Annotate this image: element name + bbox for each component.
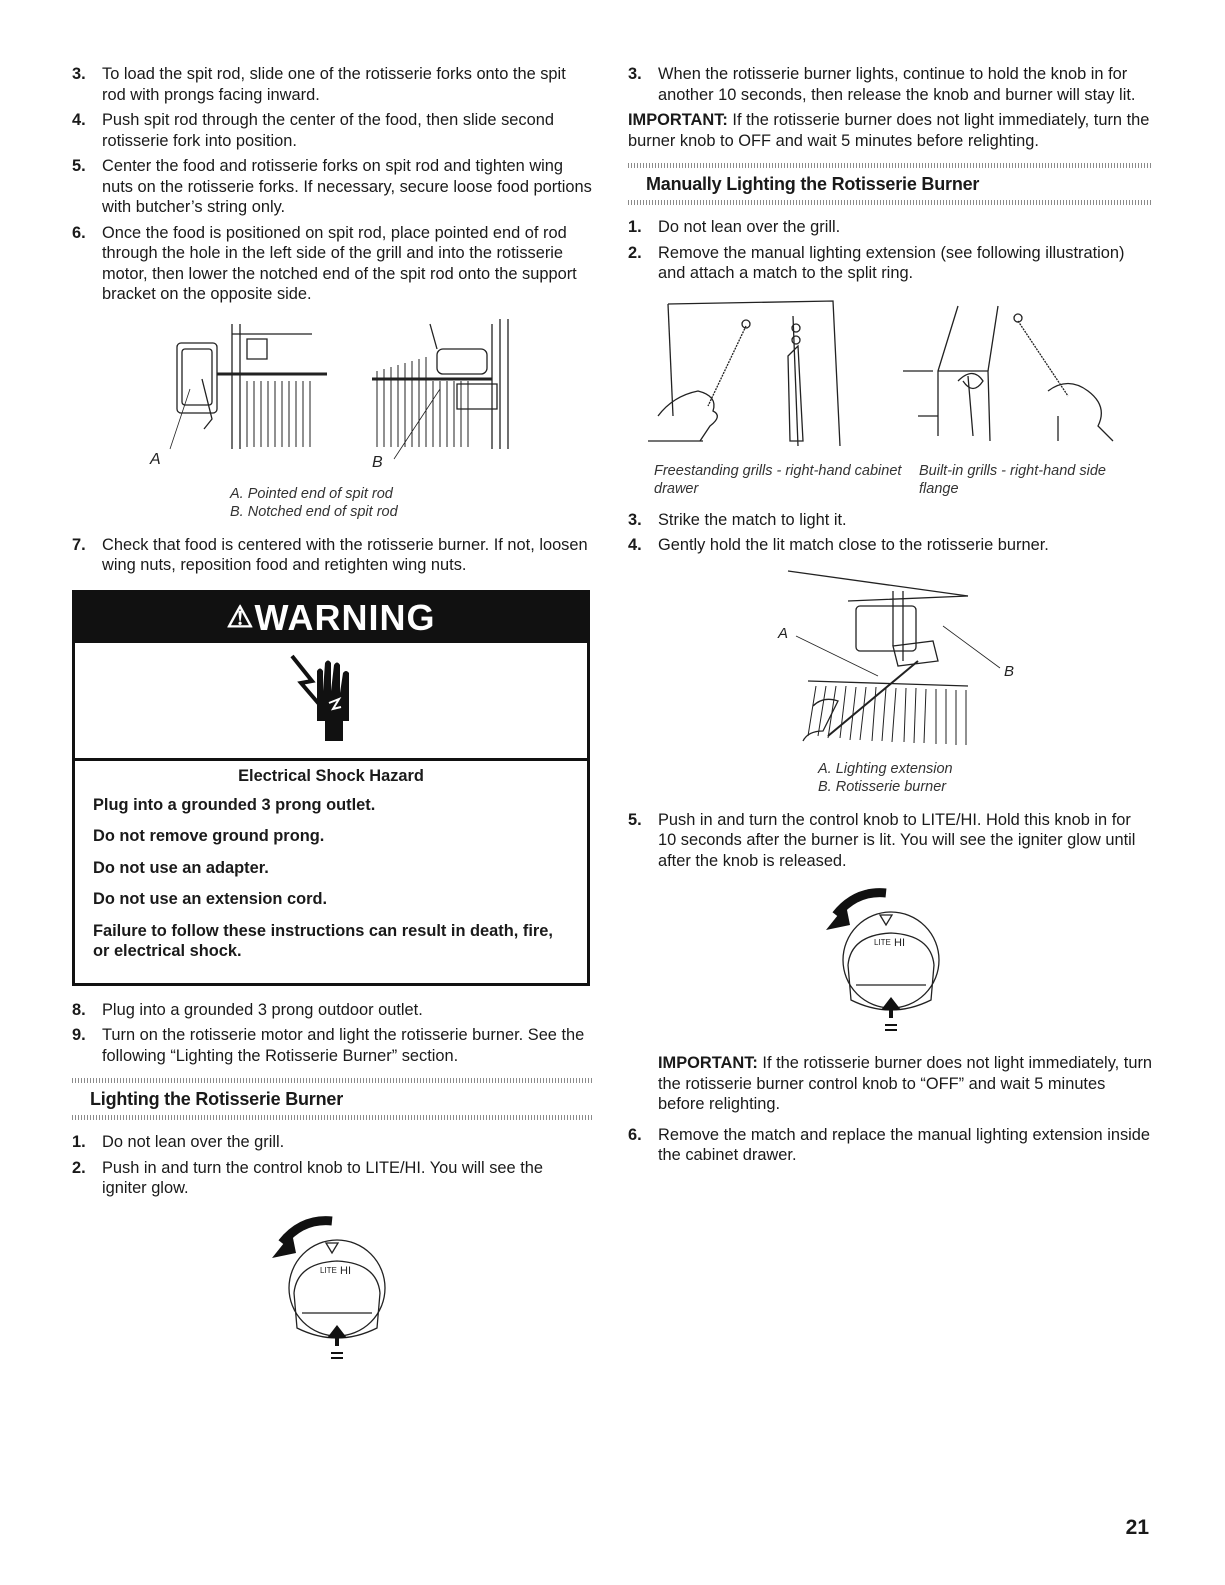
step-text: Remove the match and replace the manual lighting extension inside the cabinet drawer.: [658, 1125, 1151, 1164]
label-b: B: [372, 453, 383, 471]
arrow-up-icon: [881, 997, 901, 1010]
step-item: [72, 110, 592, 151]
knob-lite-label: LITE: [320, 1265, 337, 1275]
caption-b: B. Notched end of spit rod: [230, 503, 398, 520]
step-number: 5.: [72, 157, 86, 175]
step-5-right: [628, 810, 1153, 872]
spit-rod-captions: [72, 485, 592, 521]
step-item: [628, 243, 1153, 284]
label-a: A: [778, 624, 789, 642]
step-number: 3.: [72, 65, 86, 83]
caption-builtin: Built-in grills - right-hand side flange: [919, 462, 1106, 497]
step-item: [628, 535, 1153, 556]
warning-title-bar: [75, 593, 587, 643]
step-item: [628, 810, 1153, 872]
caption-a: A. Pointed end of spit rod: [230, 485, 393, 502]
step-item: [72, 535, 592, 576]
step-text: Gently hold the lit match close to the rotisserie burner.: [658, 536, 1049, 554]
step-text: Push spit rod through the center of the food, then slide second rotisserie fork into position.: [102, 111, 554, 150]
control-knob-illustration: [816, 885, 956, 1045]
steps-8-9: [72, 1000, 592, 1067]
electric-shock-hand-icon: [287, 651, 367, 751]
manual-figure-captions: [628, 462, 1153, 498]
warning-box: [72, 590, 590, 986]
lighting-extension-captions: [628, 760, 1153, 796]
step-text: Do not lean over the grill.: [658, 218, 841, 236]
lighting-extension-illustration: [768, 566, 1018, 756]
left-column: [72, 64, 592, 1373]
step-number: 3.: [628, 510, 642, 529]
knob-figure-left: [72, 1213, 592, 1373]
step-number: 1.: [72, 1133, 86, 1151]
hatch-divider: [628, 163, 1153, 168]
step-text: Plug into a grounded 3 prong outdoor outlet.: [102, 1000, 423, 1019]
step-text: Push in and turn the control knob to LITE/HI. You will see the igniter glow.: [102, 1158, 543, 1197]
hatch-divider: [72, 1078, 592, 1083]
knob-lite-label: LITE: [874, 938, 891, 947]
warning-line: Do not use an adapter.: [93, 858, 269, 877]
important-note-1: IMPORTANT: If the rotisserie burner does not light immediately, turn the burner knob to OFF and wait 5 minutes before relighting.: [628, 111, 1150, 150]
steps-1-2-right: [628, 217, 1153, 284]
section-lighting: [72, 1078, 592, 1120]
step-number: 6.: [628, 1125, 642, 1144]
warning-line: Failure to follow these instructions can result in death, fire, or electrical shock.: [93, 921, 553, 960]
step-number: 1.: [628, 218, 642, 236]
control-knob-illustration: [262, 1213, 402, 1373]
knob-hi-label: HI: [894, 937, 905, 949]
warning-body: [75, 761, 587, 983]
step-text: Check that food is centered with the rotisserie burner. If not, loosen wing nuts, reposition food and retighten wing nuts.: [102, 535, 588, 574]
knob-hi-label: HI: [340, 1264, 351, 1277]
manual-lighting-extension-illustration: [628, 296, 1153, 456]
caption-b: B. Rotisserie burner: [818, 778, 947, 795]
section-title: Manually Lighting the Rotisserie Burner: [646, 174, 980, 194]
step-item: [628, 64, 1153, 105]
warning-title: WARNING: [254, 596, 436, 638]
step-number: 2.: [72, 1158, 86, 1177]
step-number: 3.: [628, 65, 642, 83]
spit-rod-illustration: [72, 319, 592, 479]
page-number: 21: [1125, 1516, 1149, 1539]
step-number: 8.: [72, 1000, 86, 1019]
caption-freestanding: Freestanding grills - right-hand cabinet drawer: [654, 462, 902, 497]
label-b: B: [1004, 662, 1015, 680]
step-number: 6.: [72, 223, 86, 242]
section-title: Lighting the Rotisserie Burner: [90, 1089, 344, 1109]
step-text: To load the spit rod, slide one of the rotisserie forks onto the spit rod with prongs facing inward.: [102, 65, 566, 104]
step-number: 2.: [628, 243, 642, 262]
shock-hazard-icon-box: [75, 643, 587, 761]
steps-3-4-right: [628, 510, 1153, 556]
step-item: [72, 223, 592, 305]
step-text: Remove the manual lighting extension (see following illustration) and attach a match to the split ring.: [658, 243, 1125, 282]
step-number: 7.: [72, 535, 86, 554]
lighting-extension-figure: [628, 566, 1153, 756]
hazard-title: Electrical Shock Hazard: [238, 766, 424, 785]
spit-rod-figure: [72, 319, 592, 479]
step-6-right: [628, 1125, 1153, 1166]
warning-line: Do not remove ground prong.: [93, 827, 325, 845]
step-7: [72, 535, 592, 576]
step-number: 4.: [72, 111, 86, 129]
step-text: Center the food and rotisserie forks on spit rod and tighten wing nuts on the rotisserie forks. If necessary, secure loose food portions with butcher’s string only.: [102, 157, 592, 216]
warning-line: Plug into a grounded 3 prong outlet.: [93, 795, 376, 814]
step-number: 9.: [72, 1026, 86, 1044]
warning-triangle-icon: ⚠: [226, 600, 255, 634]
step-item: [72, 1000, 592, 1021]
right-column: [628, 64, 1153, 1171]
arrow-up-icon: [327, 1325, 347, 1338]
important-note-2: IMPORTANT: If the rotisserie burner does not light immediately, turn the rotisserie burner control knob to “OFF” and wait 5 minutes before relighting.: [658, 1054, 1153, 1113]
warning-line: Do not use an extension cord.: [93, 890, 328, 908]
step-item: [72, 1025, 592, 1066]
step-number: 5.: [628, 810, 642, 829]
steps-1-2: [72, 1132, 592, 1199]
manual-lighting-figure: [628, 296, 1153, 456]
step-3-right: [628, 64, 1153, 105]
step-item: [628, 217, 1153, 238]
step-text: Strike the match to light it.: [658, 510, 847, 529]
caption-a: A. Lighting extension: [818, 760, 953, 777]
warning-lines: [93, 795, 569, 962]
step-item: [72, 1132, 592, 1153]
step-item: [628, 510, 1153, 531]
step-text: Once the food is positioned on spit rod, place pointed end of rod through the hole in the left side of the grill and into the rotisserie motor, then lower the notched end of the spit rod onto the support bracket on the opposite side.: [102, 223, 577, 303]
step-item: [72, 1158, 592, 1199]
label-a: A: [150, 450, 161, 468]
section-manual-lighting: [628, 163, 1153, 205]
step-text: Turn on the rotisserie motor and light the rotisserie burner. See the following “Lighting the Rotisserie Burner” section.: [102, 1026, 585, 1065]
knob-figure-right: [628, 885, 1153, 1045]
hatch-divider: [72, 1115, 592, 1120]
step-item: [72, 64, 592, 105]
step-text: Push in and turn the control knob to LITE/HI. Hold this knob in for 10 seconds after the burner is lit. You will see the igniter glow until after the knob is released.: [658, 810, 1136, 870]
step-item: [72, 156, 592, 218]
hatch-divider: [628, 200, 1153, 205]
step-text: When the rotisserie burner lights, continue to hold the knob in for another 10 seconds, then release the knob and burner will stay lit.: [658, 65, 1136, 104]
step-text: Do not lean over the grill.: [102, 1133, 285, 1151]
steps-3-6: [72, 64, 592, 305]
step-number: 4.: [628, 536, 642, 554]
step-item: [628, 1125, 1153, 1166]
